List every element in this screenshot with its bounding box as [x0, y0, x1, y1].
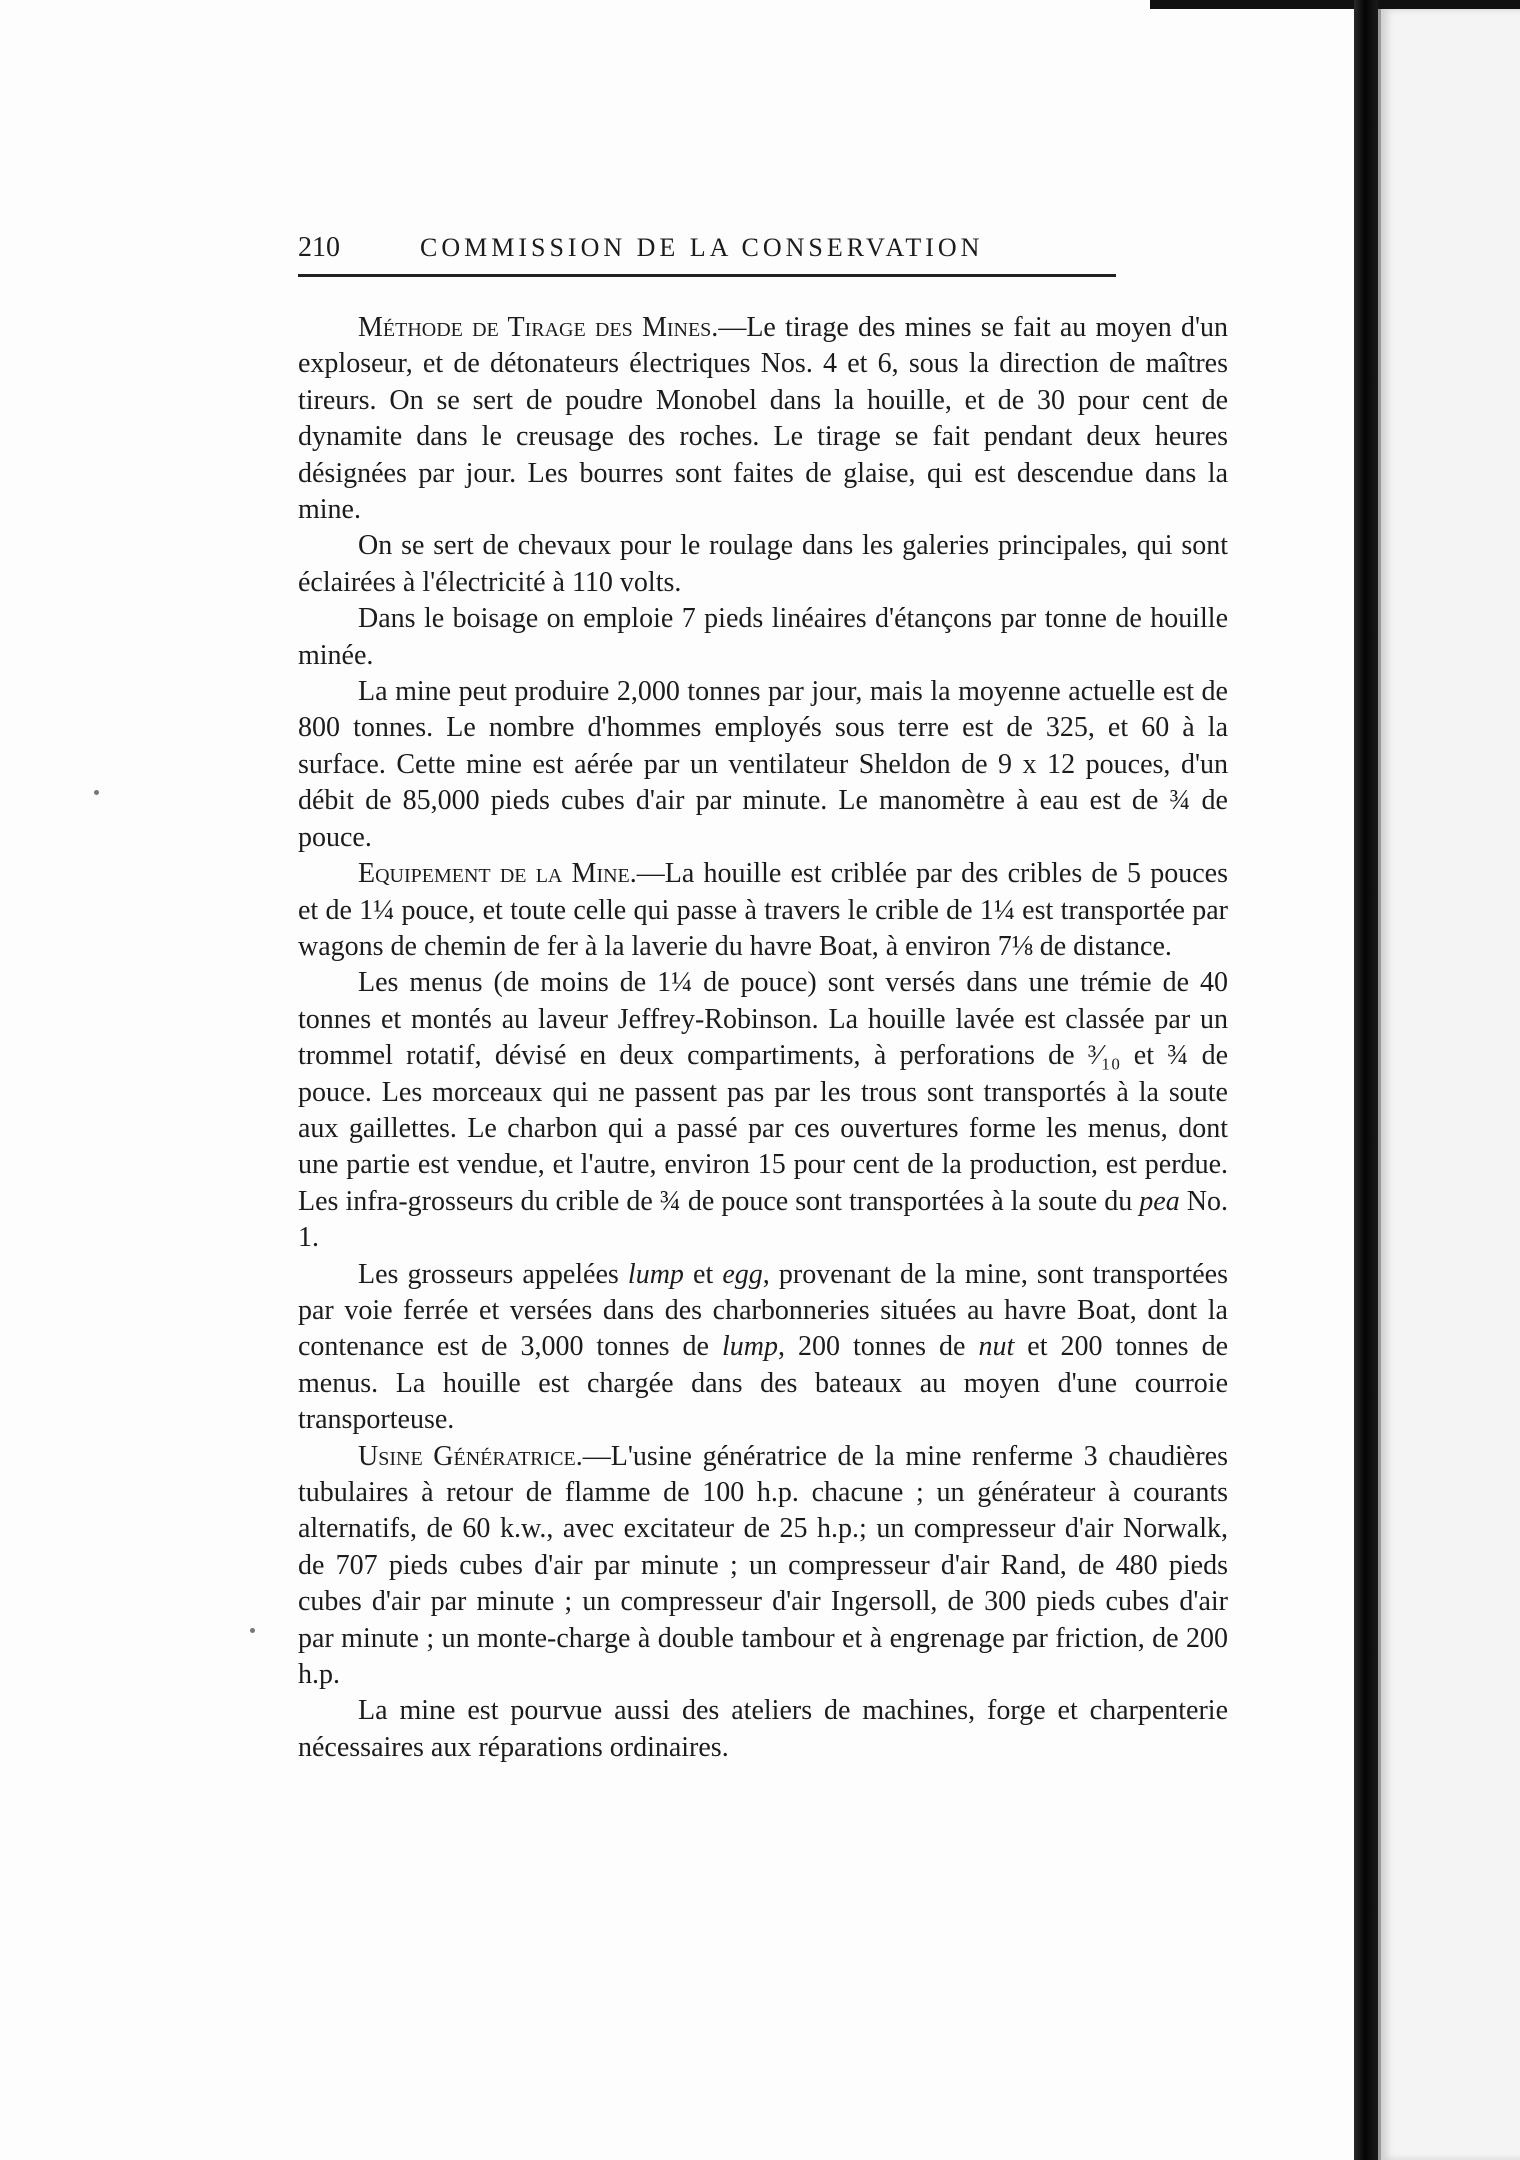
paragraph	[298, 965, 1228, 1256]
paragraph	[298, 601, 1228, 674]
paper-speck	[250, 1628, 255, 1633]
running-header	[298, 232, 1098, 264]
italic-term: lump	[627, 1258, 684, 1290]
page-number: 210	[298, 232, 340, 263]
text-run: —Le tirage des mines se fait au moyen d'un exploseur, et de détonateurs électriques Nos. 4 et 6, sous la direction de maîtres tireurs. On se sert de poudre Monobel dans la houille, et de 30 pour cent de dynamite dans le creusage des roches. Le tirage se fait pendant deux heures désignées par jour. Les bourres sont faites de glaise, qui est descendue dans la mine.	[298, 312, 1228, 526]
section-heading: Méthode de Tirage des Mines.	[358, 312, 719, 343]
page-top-edge	[1150, 0, 1520, 9]
text-run: —La houille est criblée par des cribles de 5 pouces et de 1¼ pouce, et toute celle qui passe à travers le crible de 1¼ est transportée par wagons de chemin de fer à la laverie du havre Boat, à environ 7⅛ de distance.	[298, 858, 1228, 962]
body-text	[298, 310, 1228, 1766]
facing-page-edge	[1378, 9, 1520, 2160]
paragraph	[298, 310, 1228, 528]
text-run: Dans le boisage on emploie 7 pieds linéaires d'étançons par tonne de houille minée.	[298, 603, 1228, 671]
paragraph	[298, 1693, 1228, 1766]
italic-term: nut	[978, 1331, 1015, 1363]
paragraph	[298, 1257, 1228, 1439]
book-spine-shadow	[1354, 0, 1378, 2160]
text-run: La mine peut produire 2,000 tonnes par jour, mais la moyenne actuelle est de 800 tonnes. Le nombre d'hommes employés sous terre est de 325, et 60 à la surface. Cette mine est aérée par un ventilateur Sheldon de 9 x 12 pouces, d'un débit de 85,000 pieds cubes d'air par minute. Le manomètre à eau est de ¾ de pouce.	[298, 676, 1228, 853]
text-run: Les grosseurs appelées	[358, 1258, 628, 1290]
paragraph	[298, 674, 1228, 856]
text-run: On se sert de chevaux pour le roulage dans les galeries principales, qui sont éclairées à l'électricité à 110 volts.	[298, 530, 1228, 598]
italic-term: pea	[1139, 1185, 1180, 1217]
text-run: et 200 tonnes de menus. La houille est chargée dans des bateaux au moyen d'une courroie transporteuse.	[298, 1331, 1229, 1436]
text-run: , 200 tonnes de	[777, 1331, 979, 1363]
text-run: No. 1.	[298, 1185, 1228, 1254]
running-title: COMMISSION DE LA CONSERVATION	[420, 233, 984, 262]
paragraph	[298, 1439, 1228, 1694]
section-heading: Equipement de la Mine.	[358, 858, 637, 890]
text-run: Les menus (de moins de 1¼ de pouce) sont versés dans une trémie de 40 tonnes et montés au laveur Jeffrey-Robinson. La houille lavée est classée par un trommel rotatif, dévisé en deux compartiments, à perforations de ³⁄₁₀ et ¾ de pouce. Les morceaux qui ne passent pas par les trous sont transportés à la soute aux gaillettes. Le charbon qui a passé par ces ouvertures forme les menus, dont une partie est vendue, et l'autre, environ 15 pour cent de la production, est perdue. Les infra-grosseurs du crible de ¾ de pouce sont transportées à la soute du	[298, 967, 1228, 1217]
text-run: , provenant de la mine, sont transportées par voie ferrée et versées dans des charbonneries situées au havre Boat, dont la contenance est de 3,000 tonnes de	[298, 1258, 1228, 1363]
text-run: et	[683, 1258, 723, 1290]
section-heading: Usine Génératrice.	[358, 1440, 583, 1472]
paragraph	[298, 856, 1228, 965]
paper-speck	[94, 790, 99, 795]
text-run: —L'usine génératrice de la mine renferme 3 chaudières tubulaires à retour de flamme de 100 h.p. chacune ; un générateur à courants alternatifs, de 60 k.w., avec excitateur de 25 h.p.; un compresseur d'air Norwalk, de 707 pieds cubes d'air par minute ; un compresseur d'air Rand, de 480 pieds cubes d'air par minute ; un compresseur d'air Ingersoll, de 300 pieds cubes d'air par minute ; un monte-charge à double tambour et à engrenage par friction, de 200 h.p.	[298, 1440, 1228, 1691]
italic-term: egg	[722, 1258, 763, 1290]
italic-term: lump	[721, 1331, 778, 1363]
text-run: La mine est pourvue aussi des ateliers de machines, forge et charpenterie nécessaires aux réparations ordinaires.	[298, 1695, 1228, 1763]
paragraph	[298, 528, 1228, 601]
header-rule	[298, 274, 1116, 277]
